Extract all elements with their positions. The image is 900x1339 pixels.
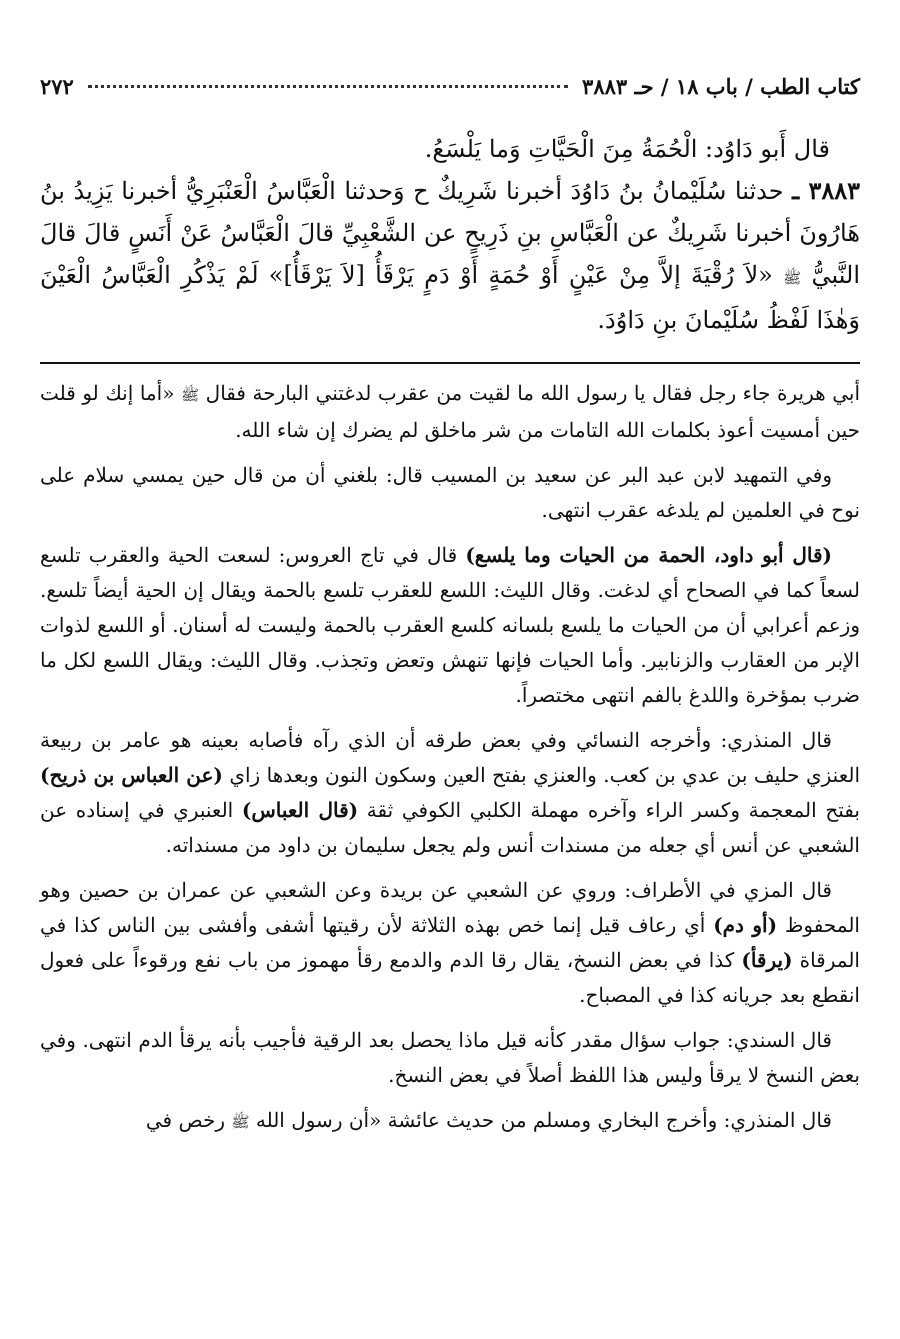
commentary-text: كذا في بعض النسخ، يقال رقا الدم والدمع رقأ مهموز من باب نفع ورقوءاً على فعول انقطع بعد جريانه كذا في المصباح.	[40, 948, 860, 1007]
running-title: كتاب الطب / باب ١٨ / حـ ٣٨٨٣	[582, 73, 860, 99]
commentary-text: قال المنذري: وأخرجه النسائي وفي بعض طرقه أن الذي رآه فأصابه بعينه هو عامر بن ربيعة العنزي حليف بن عدي بن كعب. والعنزي بفتح العين وسكون النون وبعدها زاي	[40, 728, 860, 787]
hadith-matn: «لاَ رُقْيَةَ إلاَّ مِنْ عَيْنٍ أَوْ حُمَةٍ أَوْ دَمٍ يَرْقَأُ [لاَ يَرْقَأُ]» لَمْ يَذْكُرِ الْعَبَّاسُ الْعَيْنَ وَهٰذَا لَفْظُ سُلَيْمانَ بنِ دَاوُدَ.	[40, 261, 860, 334]
header-dotted-leader	[88, 85, 568, 88]
commentary-text: بفتح المعجمة وكسر الراء وآخره مهملة الكلبي الكوفي ثقة	[366, 798, 860, 822]
commentary-text: أي رعاف قيل إنما خص بهذه الثلاثة لأن رقيتها أشفى وأفشى بين الناس كذا في المرقاة	[40, 913, 860, 972]
page-number: ٢٧٢	[40, 73, 74, 99]
commentary-paragraph-2: وفي التمهيد لابن عبد البر عن سعيد بن المسيب قال: بلغني أن من قال حين يمسي سلام على نوح في العلمين لم يلدغه عقرب انتهى.	[40, 463, 860, 522]
abu-dawud-note: قال أَبو دَاوُد: الْحُمَةُ مِنَ الْحَيَّاتِ وَما يَلْسَعُ.	[424, 135, 830, 163]
hadith-number: ٣٨٨٣ ـ	[792, 176, 860, 205]
commentary-text: قال المنذري: وأخرج البخاري ومسلم من حديث عائشة «أن رسول الله	[255, 1108, 832, 1132]
commentary-text: أبي هريرة جاء رجل فقال يا رسول الله ما لقيت من عقرب لدغتني البارحة فقال	[205, 381, 861, 405]
commentary-text: «أما إنك لو قلت حين أمسيت أعوذ بكلمات الله التامات من شر ماخلق لم يضرك إن شاء الله.	[40, 381, 860, 442]
commentary-heading: (عن العباس بن ذريح)	[40, 763, 223, 787]
commentary-paragraph-3	[40, 538, 860, 713]
commentary-paragraph-6: قال السندي: جواب سؤال مقدر كأنه قيل ماذا يحصل بعد الرقية فأجيب بأنه يرقأ الدم انتهى. وفي بعض النسخ لا يرقأ وليس هذا اللفظ أصلاً في بعض النسخ.	[40, 1028, 860, 1087]
commentary-text: قال في تاج العروس: لسعت الحية والعقرب تلسع لسعاً كما في الصحاح أي لدغت. وقال الليث: اللسع للعقرب تلسع بالحمة ويقال إن الحية أيضاً تلسع. وزعم أعرابي أن من الحيات ما يلسع بلسانه كلسع العقرب بالحمة وليست له أسنان. أو اللسع لذوات الإبر من العقارب والزنابير. وأما الحيات فإنها تنهش وتعض وتجذب. وقال الليث: ويقال اللسع لكل ما ضرب بمؤخرة واللدغ بالفم انتهى مختصراً.	[40, 543, 860, 707]
commentary-paragraph-4	[40, 723, 860, 863]
commentary-paragraph-1	[40, 376, 860, 448]
commentary-heading: (قال العباس)	[241, 798, 359, 822]
commentary-paragraph-7	[40, 1103, 860, 1140]
hadith-text	[40, 128, 860, 341]
hadith-isnad: حدثنا سُلَيْمانُ بنُ دَاوُدَ أخبرنا شَرِيكٌ ح وَحدثنا الْعَبَّاسُ الْعَنْبَرِيُّ أخبرنا يَزِيدُ بنُ هَارُونَ أخبرنا شَرِيكٌ عن الْعَبَّاسِ بنِ ذَرِيحٍ عن الشَّعْبِيِّ قالَ الْعَبَّاسُ عَنْ أَنَسٍ قالَ قالَ النَّبيُّ	[40, 177, 860, 289]
salla-symbol: ﷺ	[180, 386, 200, 404]
commentary	[40, 376, 860, 1150]
footnote-divider	[40, 362, 860, 364]
commentary-text: قال المزي في الأطراف: وروي عن الشعبي عن بريدة وعن الشعبي عن عمران بن حصين وهو المحفوظ	[40, 878, 860, 937]
page-header	[40, 66, 860, 106]
commentary-heading: (قال أبو داود، الحمة من الحيات وما يلسع)	[465, 543, 832, 567]
commentary-text: العنبري في إسناده عن الشعبي عن أنس أي جعله من مسندات أنس ولم يجعل سليمان بن داود من مسنداته.	[40, 798, 860, 857]
salla-symbol: ﷺ	[231, 1113, 250, 1131]
hadith-paragraph	[40, 170, 860, 341]
commentary-text: رخص في	[145, 1108, 225, 1132]
commentary-heading: (أو دم)	[713, 913, 778, 937]
commentary-paragraph-5	[40, 873, 860, 1013]
commentary-heading: (يرقأ)	[741, 948, 793, 972]
salla-symbol: ﷺ	[783, 269, 802, 287]
